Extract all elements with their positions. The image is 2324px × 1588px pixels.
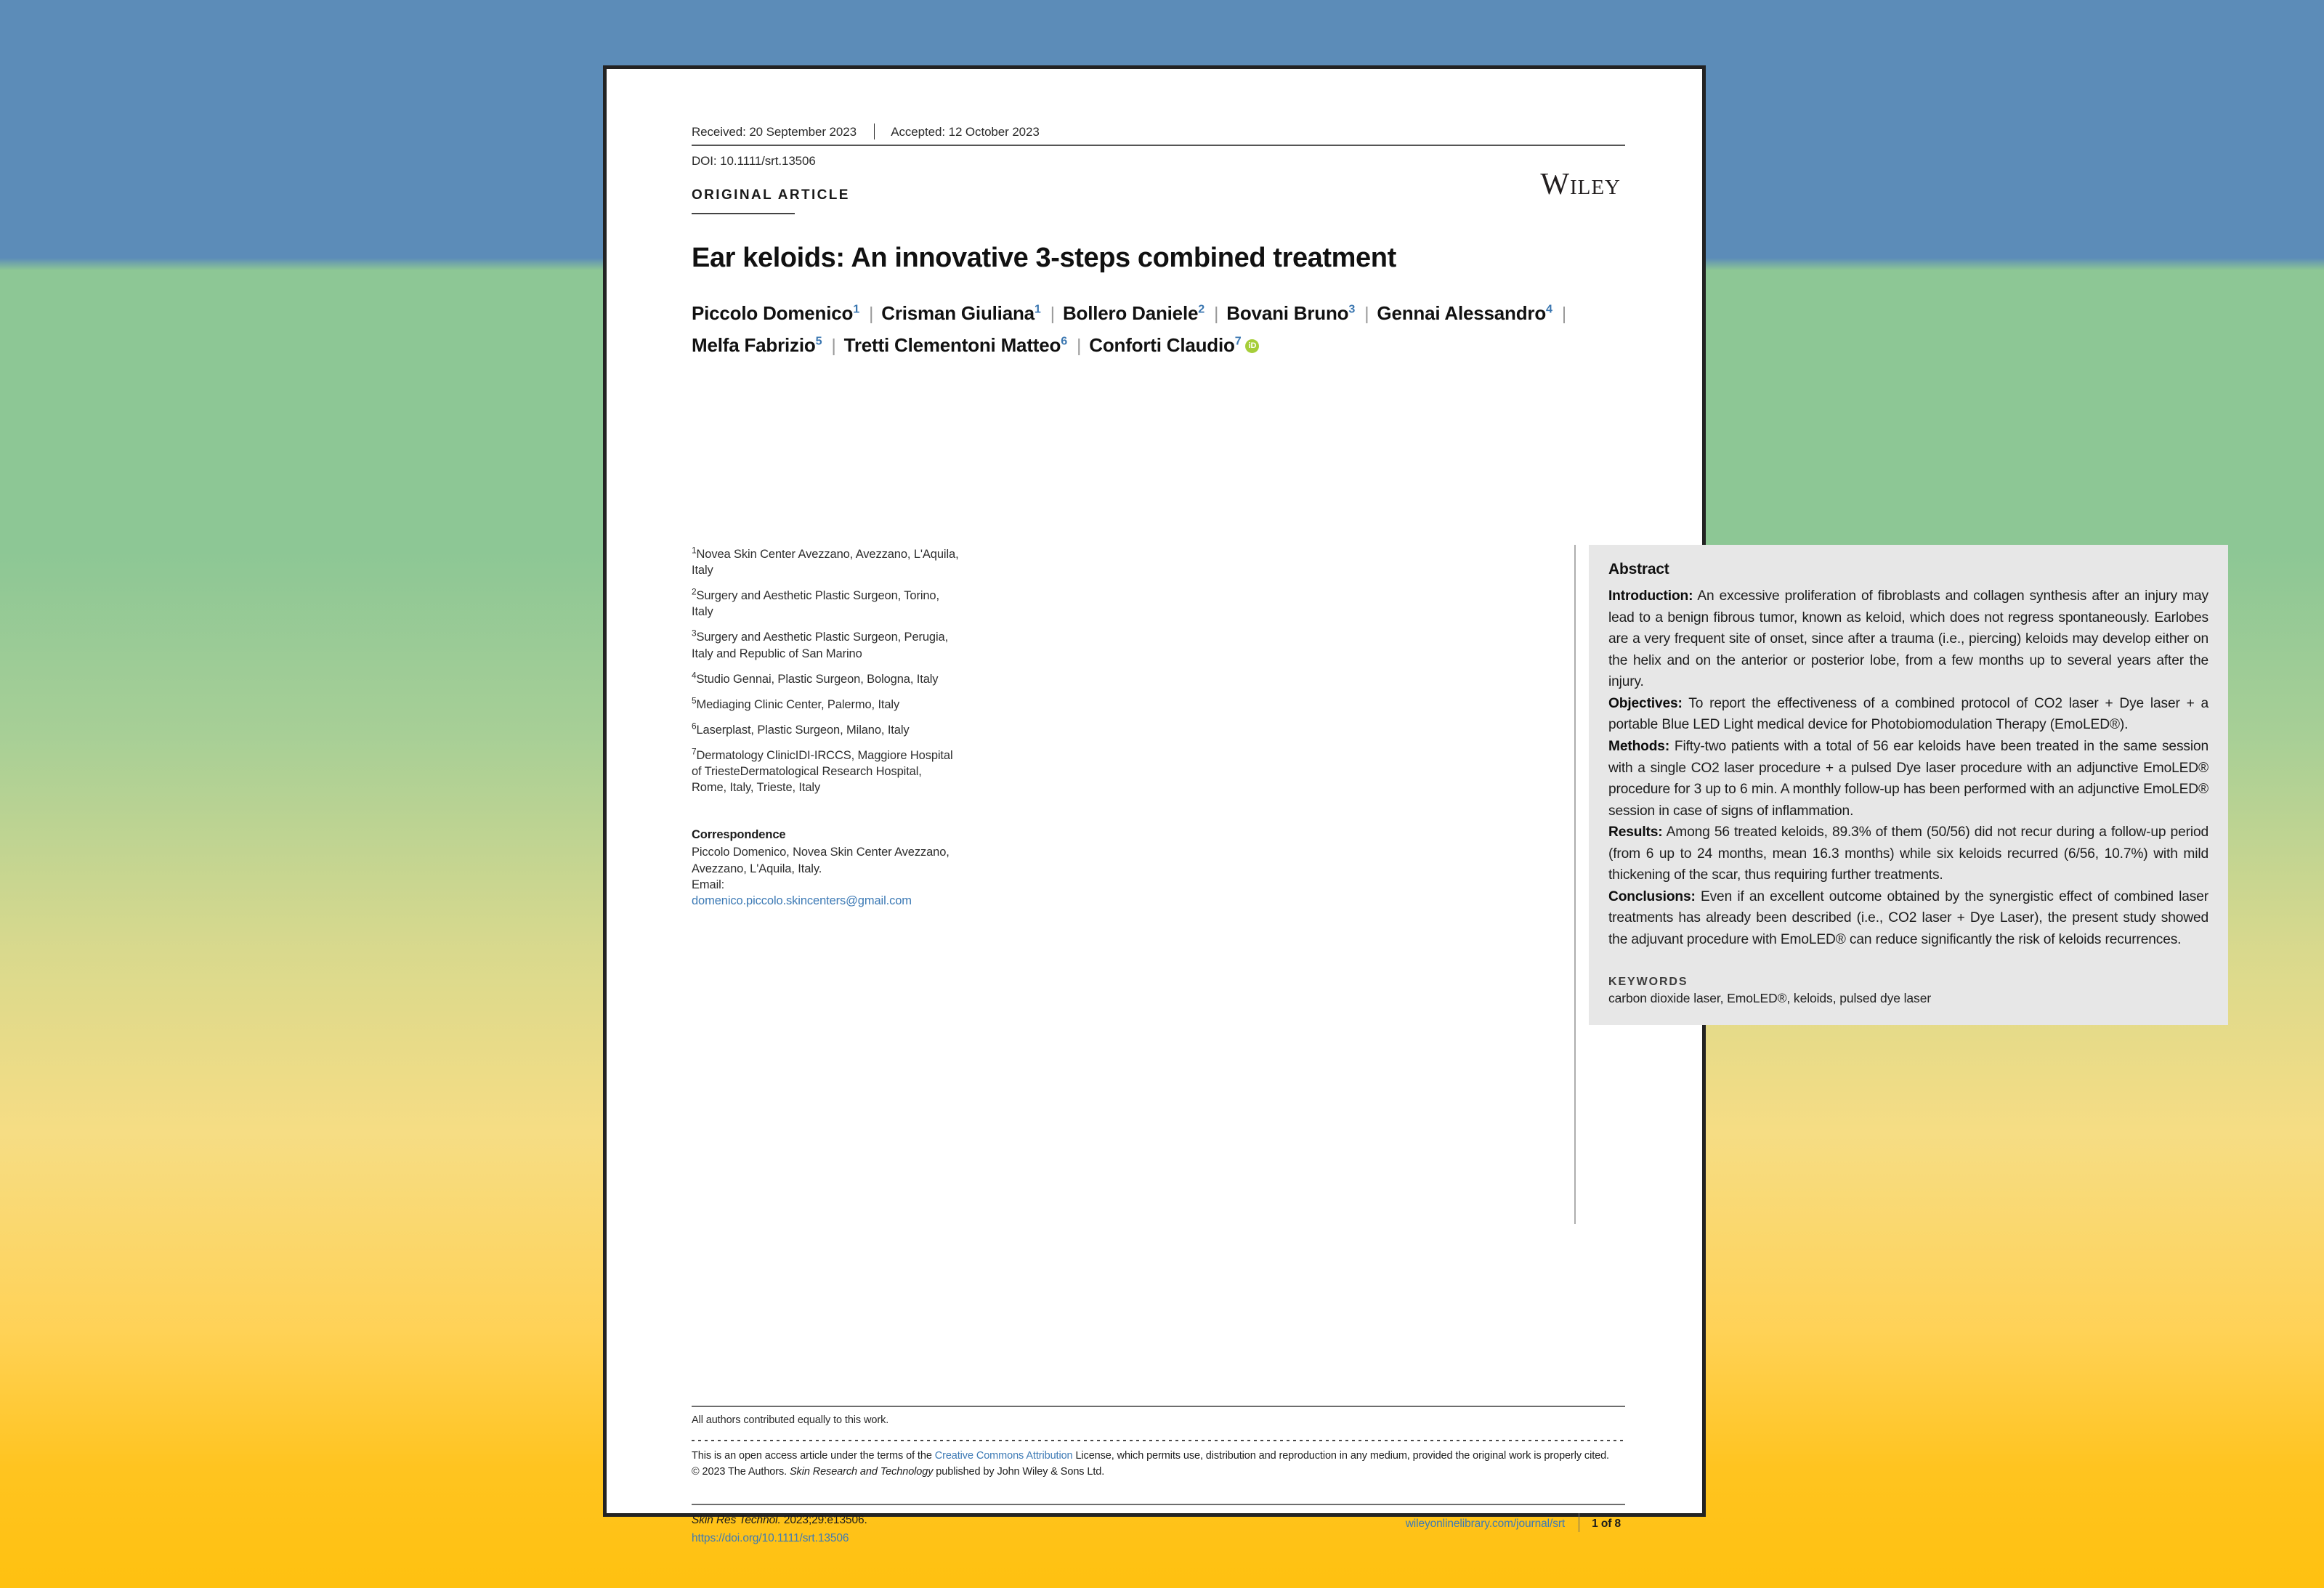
affiliation-list xyxy=(692,546,959,795)
correspondence-block xyxy=(692,827,959,909)
column-divider xyxy=(1574,545,1576,1224)
author-name: Crisman Giuliana$^1$ xyxy=(881,302,1041,324)
citation-rest: 2023;29:e13506. xyxy=(780,1514,867,1526)
author-separator: | xyxy=(1076,335,1082,356)
affiliation-item xyxy=(692,697,959,713)
abstract-box xyxy=(1589,545,2228,1025)
doi-url-link[interactable]: https://doi.org/10.1111/srt.13506 xyxy=(692,1531,849,1544)
accepted-date: Accepted: 12 October 2023 xyxy=(891,125,1040,139)
footer-dashed-rule xyxy=(692,1440,1625,1441)
affiliation-text: Dermatology ClinicIDI-IRCCS, Maggiore Hospital of TriesteDermatological Research Hospital, Rome, Italy, Trieste, Italy xyxy=(692,748,953,795)
orcid-icon[interactable] xyxy=(1245,339,1259,353)
affiliation-marker: 5 xyxy=(692,695,697,706)
journal-url-link[interactable]: wileyonlinelibrary.com/journal/srt xyxy=(1405,1518,1566,1530)
received-date: Received: 20 September 2023 xyxy=(692,125,857,139)
abstract-section-label: Objectives: xyxy=(1608,695,1683,711)
footer-right-block xyxy=(1406,1513,1621,1532)
correspondence-heading: Correspondence xyxy=(692,828,786,842)
correspondence-address: Piccolo Domenico, Novea Skin Center Avezzano, Avezzano, L'Aquila, Italy. xyxy=(692,846,950,875)
author-affiliation-marker: 1 xyxy=(1034,302,1041,316)
abstract-section xyxy=(1608,736,2208,822)
affiliation-item xyxy=(692,629,959,661)
header-date-separator xyxy=(874,123,875,139)
affiliation-marker: 3 xyxy=(692,628,697,639)
abstract-section-text: Fifty-two patients with a total of 56 ear keloids have been treated in the same session with a single CO2 laser procedure + a pulsed Dye laser procedure with an adjunctive EmoLED® procedure for 3 up to 6 min. A monthly follow-up has been performed with an adjunctive EmoLED® session in case of signs of inflammation. xyxy=(1608,738,2208,819)
affiliation-item xyxy=(692,722,959,738)
abstract-sections xyxy=(1608,586,2208,951)
affiliation-marker: 7 xyxy=(692,746,697,757)
author-name: Piccolo Domenico$^1$ xyxy=(692,302,859,324)
affiliation-text: Surgery and Aesthetic Plastic Surgeon, Torino, Italy xyxy=(692,589,939,619)
license-text-post: License, which permits use, distribution and reproduction in any medium, provided the original work is properly cited. xyxy=(1072,1450,1609,1462)
author-name: Melfa Fabrizio$^5$ xyxy=(692,333,822,356)
affiliation-text: Surgery and Aesthetic Plastic Surgeon, Perugia, Italy and Republic of San Marino xyxy=(692,631,949,660)
affiliation-text: Mediaging Clinic Center, Palermo, Italy xyxy=(696,697,900,711)
copyright-post: published by John Wiley & Sons Ltd. xyxy=(933,1466,1105,1478)
author-name: Bovani Bruno$^3$ xyxy=(1226,302,1356,324)
doi-line: DOI: 10.1111/srt.13506 xyxy=(692,154,816,168)
article-type-label: ORIGINAL ARTICLE xyxy=(692,187,850,203)
keywords-list: carbon dioxide laser, EmoLED®, keloids, pulsed dye laser xyxy=(1608,990,1932,1005)
article-type-underline xyxy=(692,213,795,214)
abstract-section xyxy=(1608,586,2208,693)
author-list xyxy=(692,298,1629,361)
affiliation-marker: 1 xyxy=(692,545,697,556)
contribution-note: All authors contributed equally to this work. xyxy=(692,1414,889,1426)
author-affiliation-marker: 5 xyxy=(815,334,822,348)
abstract-section xyxy=(1608,693,2208,736)
abstract-section-label: Methods: xyxy=(1608,738,1670,754)
author-affiliation-marker: 3 xyxy=(1348,302,1356,316)
abstract-section xyxy=(1608,886,2208,951)
affiliation-item xyxy=(692,671,959,687)
affiliation-text: Novea Skin Center Avezzano, Avezzano, L'Aquila, Italy xyxy=(692,548,959,578)
author-affiliation-marker: 7 xyxy=(1234,334,1242,348)
affiliation-marker: 4 xyxy=(692,670,697,681)
abstract-section-text: To report the effectiveness of a combined protocol of CO2 laser + Dye laser + a portable Blue LED Light medical device for Photobiomodulation Therapy (EmoLED®). xyxy=(1608,695,2208,733)
author-affiliation-marker: 1 xyxy=(853,302,859,316)
abstract-heading: Abstract xyxy=(1608,561,1669,578)
footer-bottom-rule xyxy=(692,1504,1625,1505)
correspondence-email-link[interactable]: domenico.piccolo.skincenters@gmail.com xyxy=(692,894,912,907)
copyright-pre: © 2023 The Authors. xyxy=(692,1466,790,1478)
author-separator: | xyxy=(1214,304,1219,324)
author-affiliation-marker: 4 xyxy=(1546,302,1552,316)
header-divider-rule xyxy=(692,145,1625,146)
affiliation-text: Laserplast, Plastic Surgeon, Milano, Italy xyxy=(696,723,910,737)
author-separator: | xyxy=(1364,304,1369,324)
abstract-section-text: An excessive proliferation of fibroblasts and collagen synthesis after an injury may lead to a benign fibrous tumor, known as keloid, which does not regress spontaneously. Earlobes are a very frequent site of onset, since after a trauma (i.e., piercing) keloids may develop either on the helix and on the anterior or posterior lobe, from a few months up to several years after the injury. xyxy=(1608,588,2208,690)
wiley-logo: Wiley xyxy=(1540,168,1621,201)
abstract-section-label: Introduction: xyxy=(1608,588,1693,604)
copyright-journal-name: Skin Research and Technology xyxy=(789,1466,934,1478)
author-affiliation-marker: 6 xyxy=(1061,334,1067,348)
author-affiliation-marker: 2 xyxy=(1198,302,1204,316)
author-separator: | xyxy=(1561,304,1567,324)
affiliations-and-correspondence xyxy=(692,546,959,909)
affiliation-marker: 6 xyxy=(692,721,697,732)
citation-journal: Skin Res Technol. xyxy=(692,1514,781,1526)
abstract-section-text: Among 56 treated keloids, 89.3% of them (50/56) did not recur during a follow-up period (from 6 up to 24 months, mean 16.3 months) while six keloids recurred (6/56, 10.7%) with mild thickening of the scar, thus requiring further treatments. xyxy=(1608,825,2208,883)
citation-block xyxy=(692,1512,867,1548)
correspondence-body xyxy=(692,844,959,908)
author-separator: | xyxy=(1050,304,1055,324)
page-number: 1 of 8 xyxy=(1592,1518,1621,1530)
page-content xyxy=(607,69,2208,1544)
email-label: Email: xyxy=(692,878,725,891)
footer-top-rule xyxy=(692,1406,1625,1407)
author-name: Gennai Alessandro$^4$ xyxy=(1377,302,1552,324)
author-name: Conforti Claudio$^7$ xyxy=(1089,333,1242,356)
abstract-section-label: Conclusions: xyxy=(1608,888,1696,904)
creative-commons-link[interactable]: Creative Commons Attribution xyxy=(934,1450,1073,1462)
received-accepted-line xyxy=(692,123,1625,139)
document-page xyxy=(603,65,2208,1544)
affiliation-marker: 2 xyxy=(692,586,697,597)
affiliation-text: Studio Gennai, Plastic Surgeon, Bologna, Italy xyxy=(696,672,939,686)
page-title: Ear keloids: An innovative 3-steps combined treatment xyxy=(692,243,1396,273)
license-block xyxy=(692,1448,1627,1480)
author-separator: | xyxy=(868,304,874,324)
affiliation-item xyxy=(692,546,959,578)
keywords-heading: KEYWORDS xyxy=(1608,975,1688,988)
affiliation-item xyxy=(692,748,959,795)
author-name: Bollero Daniele$^2$ xyxy=(1062,302,1204,324)
affiliation-item xyxy=(692,588,959,620)
abstract-section-text: Even if an excellent outcome obtained by the synergistic effect of combined laser treatments has already been described (i.e., CO2 laser + Dye Laser), the present study showed the adjuvant procedure with EmoLED® can reduce significantly the risk of keloids recurrences. xyxy=(1608,888,2208,947)
author-name: Tretti Clementoni Matteo$^6$ xyxy=(843,333,1067,356)
author-separator: | xyxy=(831,335,836,356)
abstract-section-label: Results: xyxy=(1608,825,1663,840)
abstract-section xyxy=(1608,822,2208,886)
license-text-pre: This is an open access article under the terms of the xyxy=(692,1450,935,1462)
